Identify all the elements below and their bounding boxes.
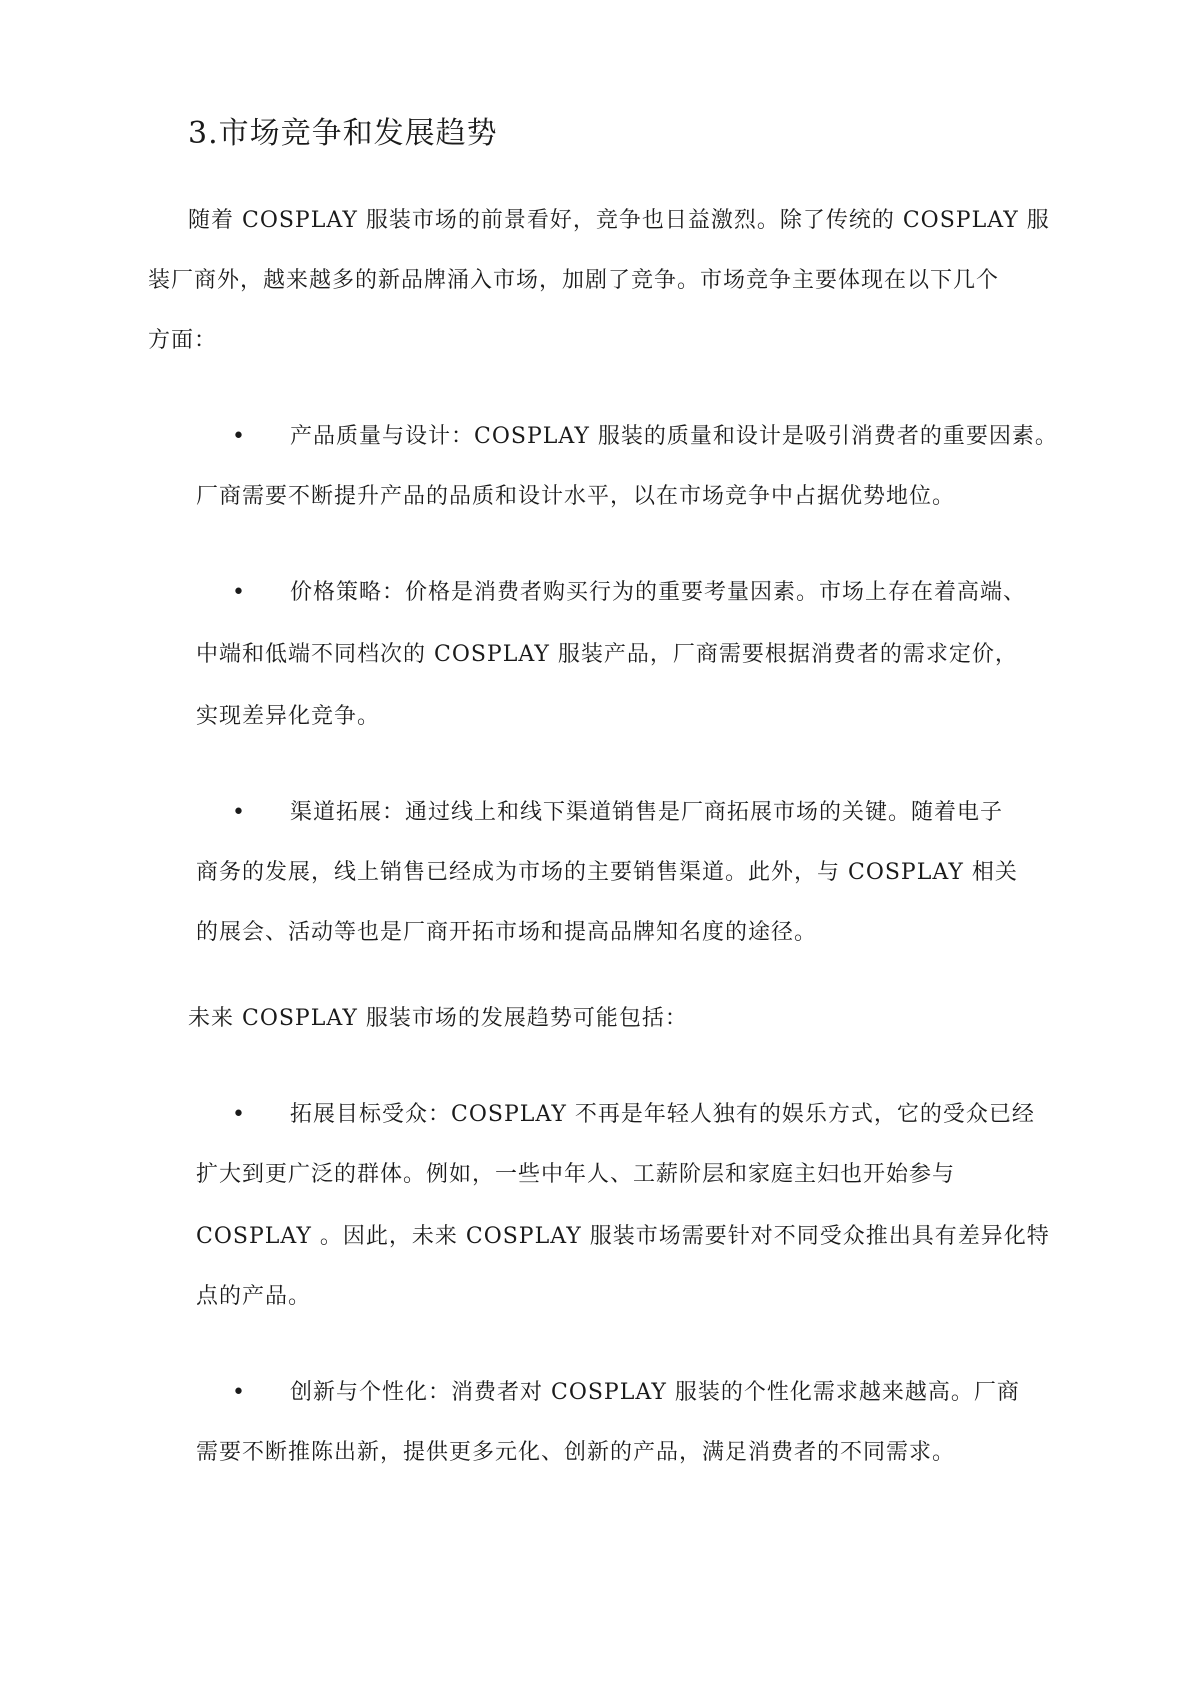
competition-item-3-line-3: 的展会、活动等也是厂商开拓市场和提高品牌知名度的途径。 [196, 920, 818, 945]
competition-item-3-line-2: 商务的发展，线上销售已经成为市场的主要销售渠道。此外，与 COSPLAY 相关 [196, 860, 1018, 885]
trend-item-1-line-4: 点的产品。 [196, 1284, 312, 1309]
section-heading: 3.市场竞争和发展趋势 [188, 116, 498, 151]
trend-item-2-line-2: 需要不断推陈出新，提供更多元化、创新的产品，满足消费者的不同需求。 [196, 1440, 956, 1465]
bullet-marker: • [232, 1102, 245, 1127]
intro-line-2: 装厂商外，越来越多的新品牌涌入市场，加剧了竞争。市场竞争主要体现在以下几个 [148, 268, 1000, 293]
bullet-marker: • [232, 800, 245, 825]
competition-item-1-line-1: 产品质量与设计：COSPLAY 服装的质量和设计是吸引消费者的重要因素。 [290, 424, 1058, 449]
bullet-marker: • [232, 424, 245, 449]
competition-item-1-line-2: 厂商需要不断提升产品的品质和设计水平，以在市场竞争中占据优势地位。 [196, 484, 956, 509]
bullet-marker: • [232, 1380, 245, 1405]
competition-item-3-line-1: 渠道拓展：通过线上和线下渠道销售是厂商拓展市场的关键。随着电子 [290, 800, 1004, 825]
trends-intro: 未来 COSPLAY 服装市场的发展趋势可能包括： [188, 1006, 688, 1031]
intro-line-1: 随着 COSPLAY 服装市场的前景看好，竞争也日益激烈。除了传统的 COSPLAY 服 [188, 208, 1050, 233]
trend-item-1-line-2: 扩大到更广泛的群体。例如，一些中年人、工薪阶层和家庭主妇也开始参与 [196, 1162, 956, 1187]
bullet-marker: • [232, 580, 245, 605]
competition-item-2-line-2: 中端和低端不同档次的 COSPLAY 服装产品，厂商需要根据消费者的需求定价， [196, 642, 1018, 667]
competition-item-2-line-3: 实现差异化竞争。 [196, 704, 381, 729]
competition-item-2-line-1: 价格策略：价格是消费者购买行为的重要考量因素。市场上存在着高端、 [290, 580, 1027, 605]
trend-item-2-line-1: 创新与个性化：消费者对 COSPLAY 服装的个性化需求越来越高。厂商 [290, 1380, 1020, 1405]
trend-item-1-line-3: COSPLAY 。因此，未来 COSPLAY 服装市场需要针对不同受众推出具有差异化特 [196, 1224, 1050, 1249]
trend-item-1-line-1: 拓展目标受众：COSPLAY 不再是年轻人独有的娱乐方式，它的受众已经 [290, 1102, 1035, 1127]
intro-line-3: 方面： [148, 328, 218, 353]
